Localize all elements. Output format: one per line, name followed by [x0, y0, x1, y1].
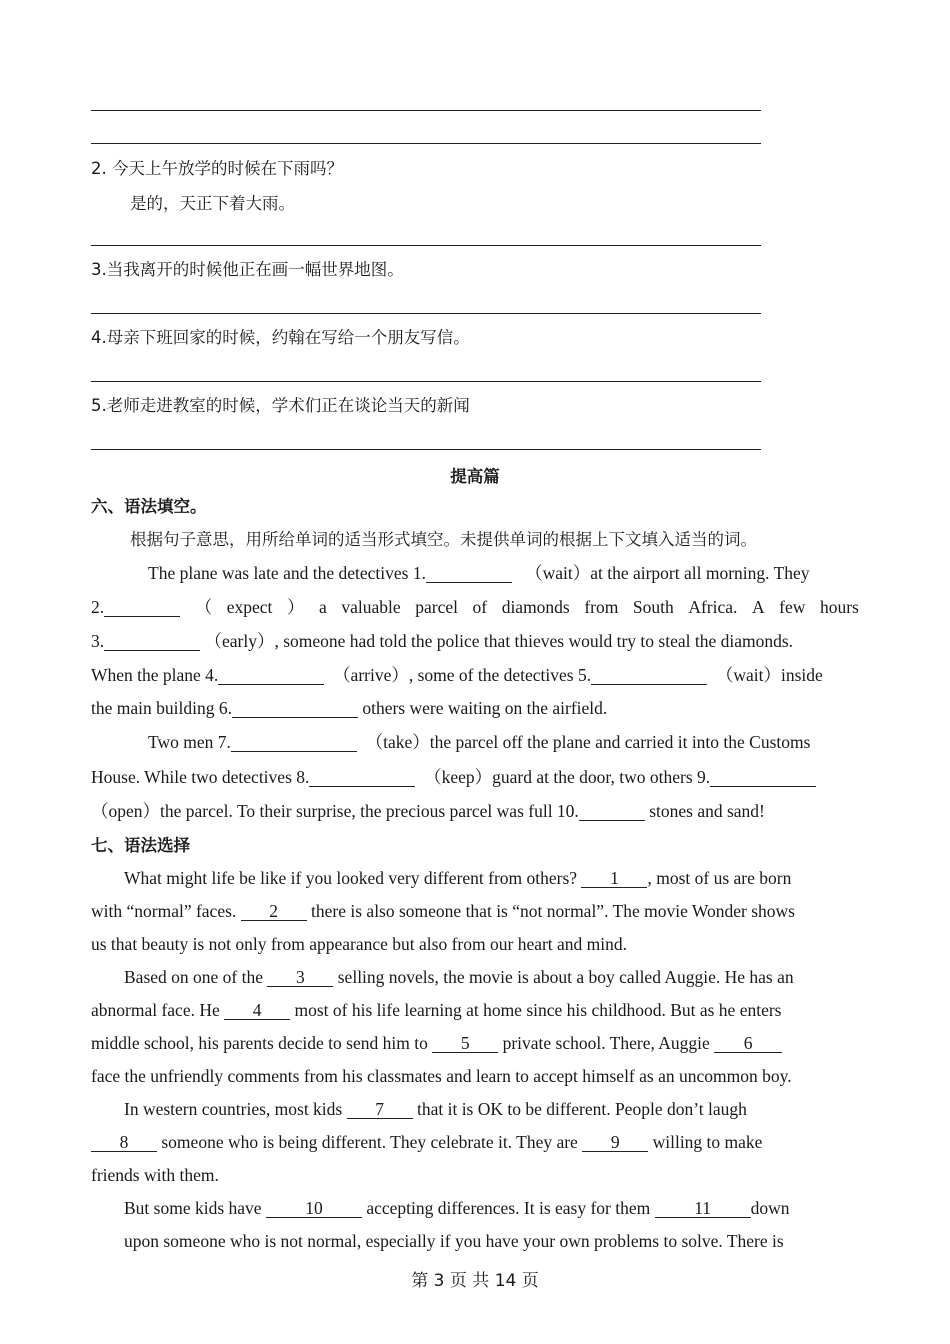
text: Based on one of the: [124, 967, 268, 987]
translation-q3: 3.当我离开的时候他正在画一幅世界地图。: [91, 260, 404, 279]
text: South: [632, 597, 674, 617]
blank-5[interactable]: [591, 666, 707, 685]
blank-s7-6[interactable]: 6: [714, 1034, 782, 1053]
blank-s7-2[interactable]: 2: [241, 902, 307, 921]
page-footer: 第 3 页 共 14 页: [411, 1271, 539, 1291]
blank-s7-8[interactable]: 8: [91, 1133, 157, 1152]
section7-line1: [124, 867, 791, 889]
answer-line[interactable]: [91, 449, 761, 450]
text: In western countries, most kids: [124, 1099, 347, 1119]
text: , most of us are born: [647, 868, 792, 888]
blank-9[interactable]: [710, 768, 816, 787]
text: down: [750, 1198, 790, 1218]
section6-p2-line3: [91, 800, 765, 822]
section7-line11: [124, 1197, 790, 1219]
text: Africa.: [688, 597, 738, 617]
answer-line[interactable]: [91, 245, 761, 246]
blank-2[interactable]: [104, 598, 180, 617]
section7-line9: [91, 1131, 762, 1153]
text: stones and sand!: [644, 801, 765, 821]
blank-s7-11[interactable]: 11: [655, 1199, 751, 1218]
text: Two men 7.: [148, 732, 231, 752]
text: middle school, his parents decide to send him to: [91, 1033, 433, 1053]
text: （wait）at the airport all morning. They: [525, 563, 810, 583]
section-title: 提高篇: [450, 467, 500, 486]
text: diamonds: [501, 597, 570, 617]
blank-s7-3[interactable]: 3: [267, 968, 333, 987]
blank-3[interactable]: [104, 632, 200, 651]
translation-q2: 2. 今天上午放学的时候在下雨吗？: [91, 159, 343, 178]
text: 2.: [91, 597, 105, 617]
section7-line2: [91, 900, 795, 922]
text: most of his life learning at home since his childhood. But as he enters: [290, 1000, 782, 1020]
section7-line3: us that beauty is not only from appearance but also from our heart and mind.: [91, 934, 628, 954]
text: from: [584, 597, 619, 617]
section6-p1-line4: [91, 664, 823, 686]
text: hours: [819, 597, 859, 617]
section6-p2-line2: [91, 766, 816, 788]
section7-line4: [124, 966, 794, 988]
text: （early）, someone had told the police that thieves would try to steal the diamonds.: [204, 631, 794, 651]
translation-q2-answer-prompt: 是的，天正下着大雨。: [130, 194, 295, 213]
blank-s7-5[interactable]: 5: [432, 1034, 498, 1053]
text: （wait）inside: [715, 665, 823, 685]
text: willing to make: [648, 1132, 763, 1152]
text: The plane was late and the detectives 1.: [148, 563, 426, 583]
text: When the plane 4.: [91, 665, 219, 685]
text: （keep）guard at the door, two others 9.: [424, 767, 711, 787]
section7-line6: [91, 1032, 782, 1054]
text: of: [472, 597, 488, 617]
text: abnormal face. He: [91, 1000, 225, 1020]
text: with “normal” faces.: [91, 901, 241, 921]
text: ）: [286, 597, 305, 617]
section6-p1-line2: [91, 596, 859, 618]
section7-line7: face the unfriendly comments from his classmates and learn to accept himself as an uncommon boy.: [91, 1066, 792, 1086]
translation-q5: 5.老师走进教室的时候，学术们正在谈论当天的新闻: [91, 396, 470, 415]
text: someone who is being different. They celebrate it. They are: [157, 1132, 583, 1152]
text: few: [779, 597, 806, 617]
text: A: [751, 597, 765, 617]
text: that it is OK to be different. People don’t laugh: [412, 1099, 747, 1119]
text: valuable: [341, 597, 401, 617]
text: （open）the parcel. To their surprise, the precious parcel was full 10.: [91, 801, 579, 821]
section6-p1-line3: [91, 630, 793, 652]
text: House. While two detectives 8.: [91, 767, 310, 787]
text: accepting differences. It is easy for them: [361, 1198, 655, 1218]
blank-4[interactable]: [218, 666, 324, 685]
blank-s7-4[interactable]: 4: [224, 1001, 290, 1020]
text: （: [194, 597, 213, 617]
blank-1[interactable]: [426, 564, 512, 583]
translation-q4: 4.母亲下班回家的时候，约翰在写给一个朋友写信。: [91, 328, 470, 347]
text: parcel: [415, 597, 458, 617]
section6-p1-line1: [148, 562, 810, 584]
answer-line[interactable]: [91, 381, 761, 382]
blank-s7-10[interactable]: 10: [266, 1199, 362, 1218]
section6-instruction: 根据句子意思，用所给单词的适当形式填空。未提供单词的根据上下文填入适当的词。: [130, 530, 757, 549]
section7-line12: upon someone who is not normal, especially if you have your own problems to solve. There is: [124, 1231, 784, 1251]
text: （arrive）, some of the detectives 5.: [333, 665, 592, 685]
blank-6[interactable]: [232, 699, 358, 718]
blank-s7-1[interactable]: 1: [581, 869, 647, 888]
text: there is also someone that is “not normal”. The movie Wonder shows: [306, 901, 795, 921]
section7-line8: [124, 1098, 747, 1120]
blank-s7-7[interactable]: 7: [347, 1100, 413, 1119]
blank-10[interactable]: [579, 802, 645, 821]
section6-p2-line1: [148, 731, 810, 753]
text: 3.: [91, 631, 105, 651]
answer-line[interactable]: [91, 110, 761, 111]
text: the main building 6.: [91, 698, 232, 718]
section6-p1-line5: [91, 697, 607, 719]
text: private school. There, Auggie: [498, 1033, 715, 1053]
answer-line[interactable]: [91, 313, 761, 314]
text: expect: [226, 597, 273, 617]
section6-heading: 六、语法填空。: [91, 497, 207, 516]
text: others were waiting on the airfield.: [357, 698, 608, 718]
text: （take）the parcel off the plane and carried it into the Customs: [365, 732, 811, 752]
blank-7[interactable]: [231, 733, 357, 752]
text: What might life be like if you looked very different from others?: [124, 868, 582, 888]
section7-line5: [91, 999, 781, 1021]
section7-heading: 七、语法选择: [91, 836, 190, 855]
answer-line[interactable]: [91, 143, 761, 144]
text: a: [319, 597, 327, 617]
blank-s7-9[interactable]: 9: [582, 1133, 648, 1152]
blank-8[interactable]: [309, 768, 415, 787]
text: But some kids have: [124, 1198, 266, 1218]
section7-line10: friends with them.: [91, 1165, 219, 1185]
text: selling novels, the movie is about a boy called Auggie. He has an: [333, 967, 794, 987]
